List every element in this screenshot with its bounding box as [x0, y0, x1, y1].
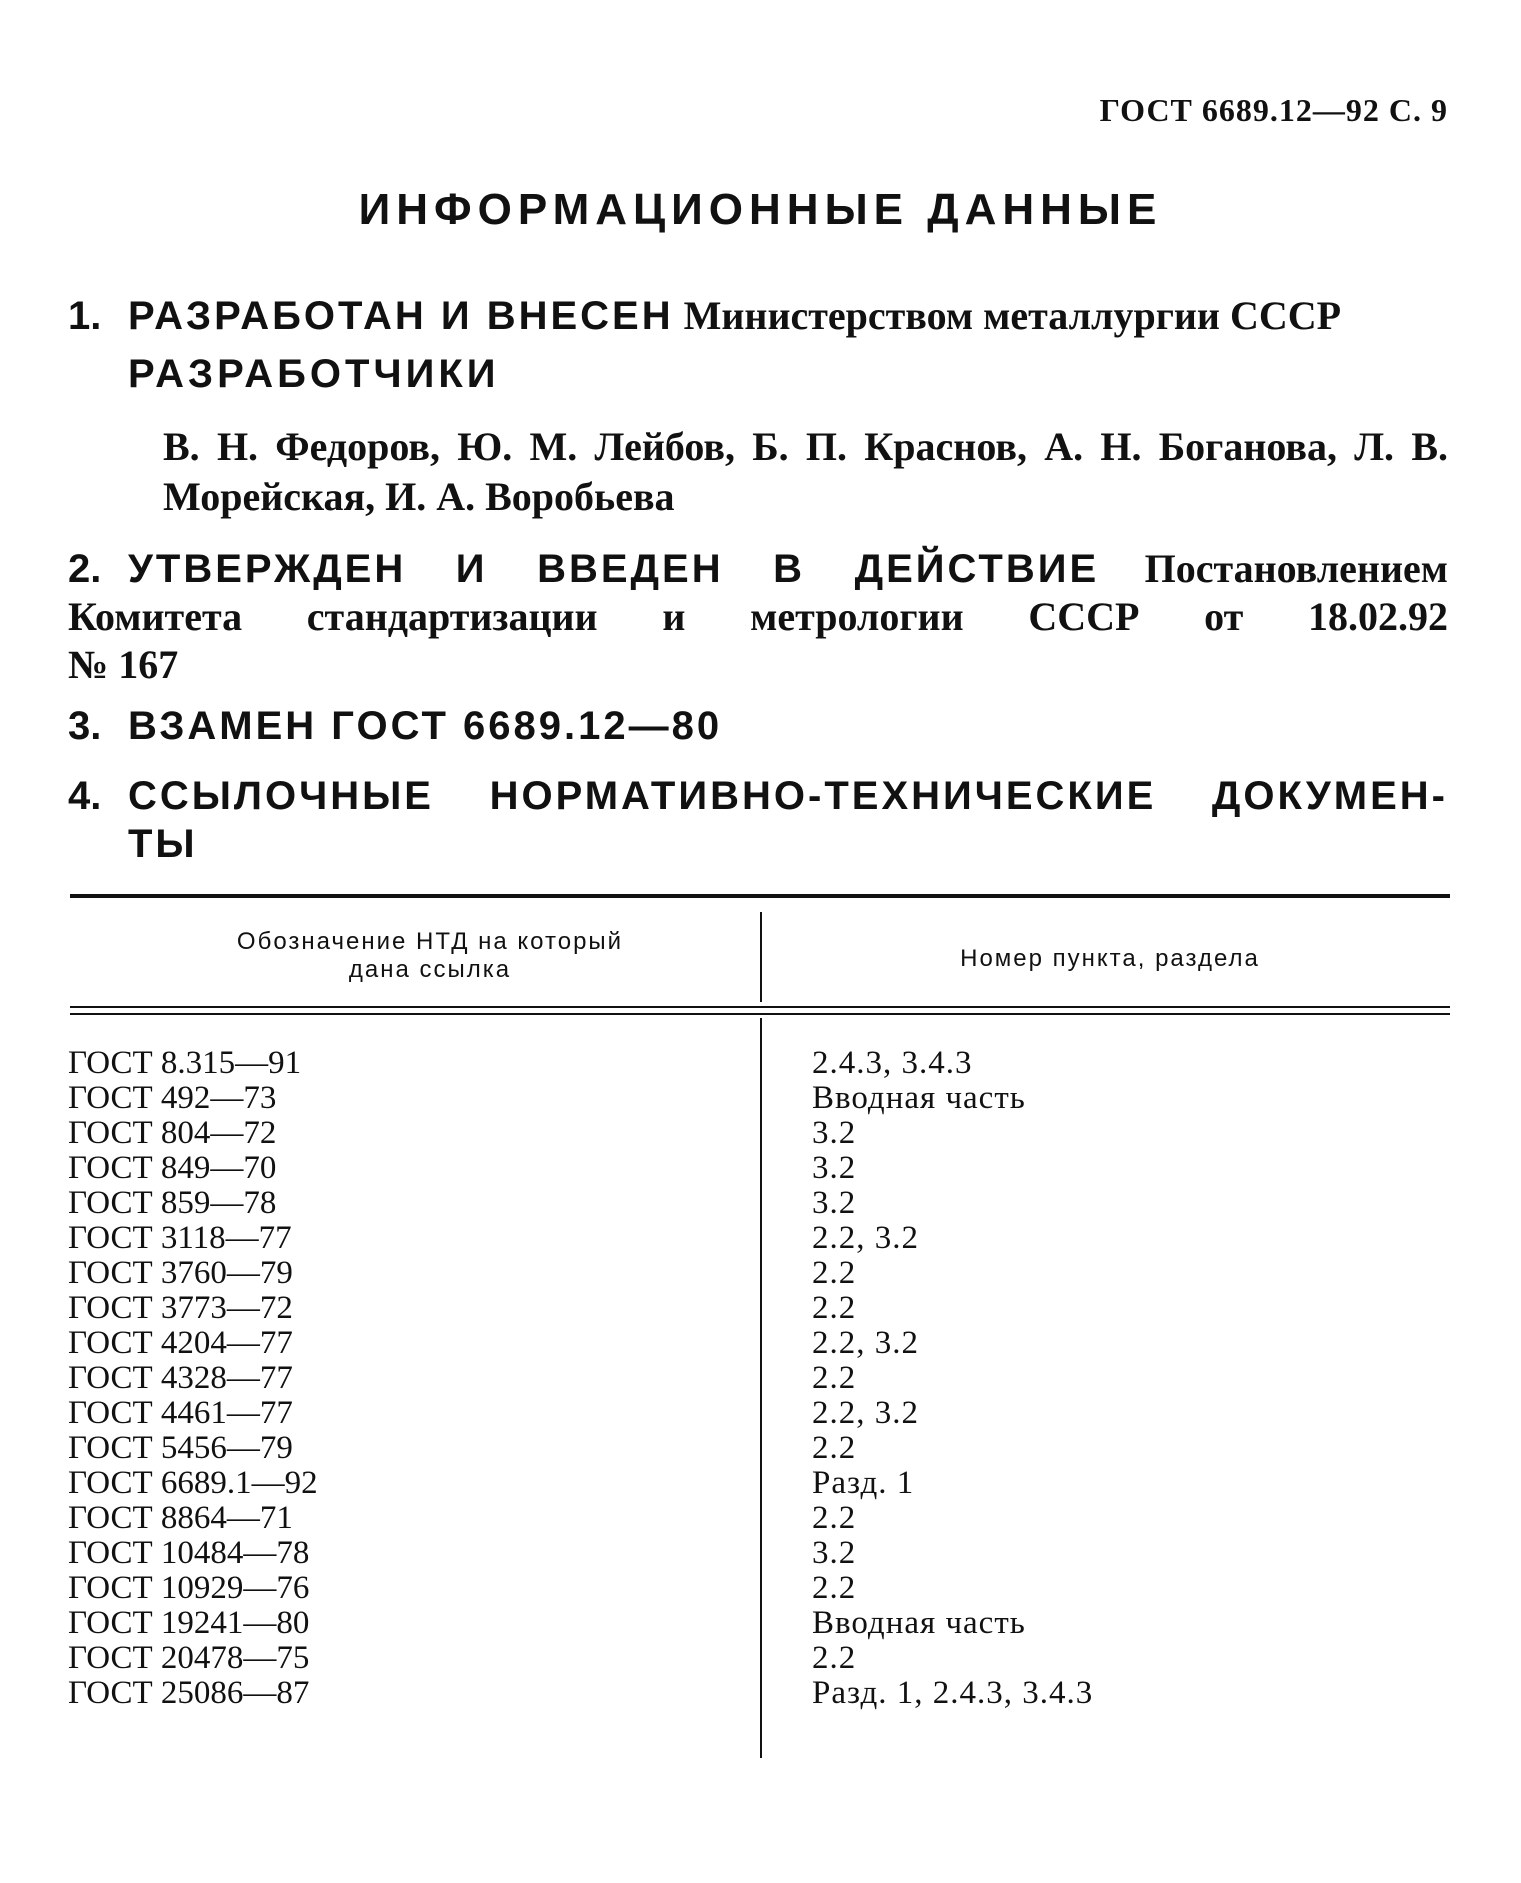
section-reference: Разд. 1, 2.4.3, 3.4.3	[812, 1675, 1094, 1711]
table-header-col2: Номер пункта, раздела	[960, 945, 1260, 972]
doc-designation: ГОСТ 3760—79	[68, 1255, 293, 1291]
doc-designation: ГОСТ 20478—75	[68, 1640, 310, 1676]
table-row	[0, 1291, 1521, 1326]
item-1	[68, 292, 1448, 340]
section-reference: 2.2	[812, 1500, 857, 1536]
doc-designation: ГОСТ 3118—77	[68, 1220, 292, 1256]
section-reference: 3.2	[812, 1185, 857, 1221]
doc-designation: ГОСТ 5456—79	[68, 1430, 293, 1466]
doc-designation: ГОСТ 10484—78	[68, 1535, 310, 1571]
doc-designation: ГОСТ 859—78	[68, 1185, 277, 1221]
doc-designation: ГОСТ 19241—80	[68, 1605, 310, 1641]
section-reference: 2.2	[812, 1255, 857, 1291]
table-row	[0, 1606, 1521, 1641]
item-3-caps: ВЗАМЕН ГОСТ 6689.12—80	[128, 704, 723, 748]
table-row	[0, 1466, 1521, 1501]
table-row	[0, 1641, 1521, 1676]
item-2-text: Постановлением	[1144, 546, 1449, 591]
item-1-number: 1.	[68, 294, 102, 338]
table-row	[0, 1116, 1521, 1151]
item-4-line1: ССЫЛОЧНЫЕ НОРМАТИВНО-ТЕХНИЧЕСКИЕ ДОКУМЕН-	[128, 774, 1448, 818]
item-3-number: 3.	[68, 704, 102, 748]
table-header-col1-line2: дана ссылка	[348, 956, 512, 983]
doc-designation: ГОСТ 804—72	[68, 1115, 277, 1151]
table-row	[0, 1676, 1521, 1711]
authors-list: В. Н. Федоров, Ю. М. Лейбов, Б. П. Краснов, А. Н. Боганова, Л. В. Морейская, И. А. Воробьева	[163, 424, 1448, 519]
item-4	[68, 772, 1448, 868]
table-row	[0, 1326, 1521, 1361]
table-body	[0, 1046, 1521, 1711]
doc-designation: ГОСТ 4461—77	[68, 1395, 293, 1431]
document-title: ИНФОРМАЦИОННЫЕ ДАННЫЕ	[358, 185, 1163, 234]
table-header-rule-2	[70, 1013, 1450, 1015]
doc-designation: ГОСТ 8.315—91	[68, 1045, 302, 1081]
table-row	[0, 1081, 1521, 1116]
section-reference: 2.2	[812, 1430, 857, 1466]
header-column-divider	[760, 912, 762, 1002]
doc-designation: ГОСТ 3773—72	[68, 1290, 293, 1326]
section-reference: 3.2	[812, 1535, 857, 1571]
table-row	[0, 1221, 1521, 1256]
table-row	[0, 1571, 1521, 1606]
table-row	[0, 1151, 1521, 1186]
item-2-caps: УТВЕРЖДЕН И ВВЕДЕН В ДЕЙСТВИЕ	[128, 547, 1100, 591]
page-header: ГОСТ 6689.12—92 С. 9	[1099, 92, 1448, 128]
item-4-line2: ТЫ	[128, 822, 198, 866]
table-row	[0, 1256, 1521, 1291]
item-3	[68, 702, 1448, 750]
developers-heading: РАЗРАБОТЧИКИ	[128, 352, 500, 396]
section-reference: Вводная часть	[812, 1605, 1026, 1641]
doc-designation: ГОСТ 10929—76	[68, 1570, 310, 1606]
doc-designation: ГОСТ 6689.1—92	[68, 1465, 318, 1501]
section-reference: 2.2	[812, 1640, 857, 1676]
section-reference: 3.2	[812, 1150, 857, 1186]
table-row	[0, 1361, 1521, 1396]
table-header-rule-1	[70, 1006, 1450, 1008]
section-reference: 2.4.3, 3.4.3	[812, 1045, 973, 1081]
table-header-col1-line1: Обозначение НТД на который	[236, 928, 624, 955]
doc-designation: ГОСТ 4204—77	[68, 1325, 293, 1361]
item-2-line2: Комитета стандартизации и метрологии СССР от 18.02.92	[68, 594, 1448, 639]
doc-designation: ГОСТ 8864—71	[68, 1500, 293, 1536]
doc-designation: ГОСТ 4328—77	[68, 1360, 293, 1396]
section-reference: 2.2, 3.2	[812, 1220, 919, 1256]
doc-designation: ГОСТ 25086—87	[68, 1675, 310, 1711]
section-reference: 2.2	[812, 1570, 857, 1606]
section-reference: 3.2	[812, 1115, 857, 1151]
table-row	[0, 1396, 1521, 1431]
section-reference: 2.2, 3.2	[812, 1395, 919, 1431]
item-2	[68, 545, 1448, 689]
section-reference: 2.2, 3.2	[812, 1325, 919, 1361]
section-reference: 2.2	[812, 1290, 857, 1326]
doc-designation: ГОСТ 492—73	[68, 1080, 277, 1116]
table-row	[0, 1501, 1521, 1536]
table-top-rule	[70, 894, 1450, 898]
item-1-caps: РАЗРАБОТАН И ВНЕСЕН	[128, 294, 674, 338]
section-reference: Разд. 1	[812, 1465, 915, 1501]
item-4-number: 4.	[68, 774, 102, 818]
section-reference: Вводная часть	[812, 1080, 1026, 1116]
table-row	[0, 1431, 1521, 1466]
section-reference: 2.2	[812, 1360, 857, 1396]
item-1-text: Министерством металлургии СССР	[683, 293, 1342, 338]
table-row	[0, 1536, 1521, 1571]
table-row	[0, 1186, 1521, 1221]
table-header-col1	[140, 928, 720, 984]
table-row	[0, 1046, 1521, 1081]
item-2-number: 2.	[68, 547, 102, 591]
doc-designation: ГОСТ 849—70	[68, 1150, 277, 1186]
item-2-line3: № 167	[68, 642, 179, 687]
